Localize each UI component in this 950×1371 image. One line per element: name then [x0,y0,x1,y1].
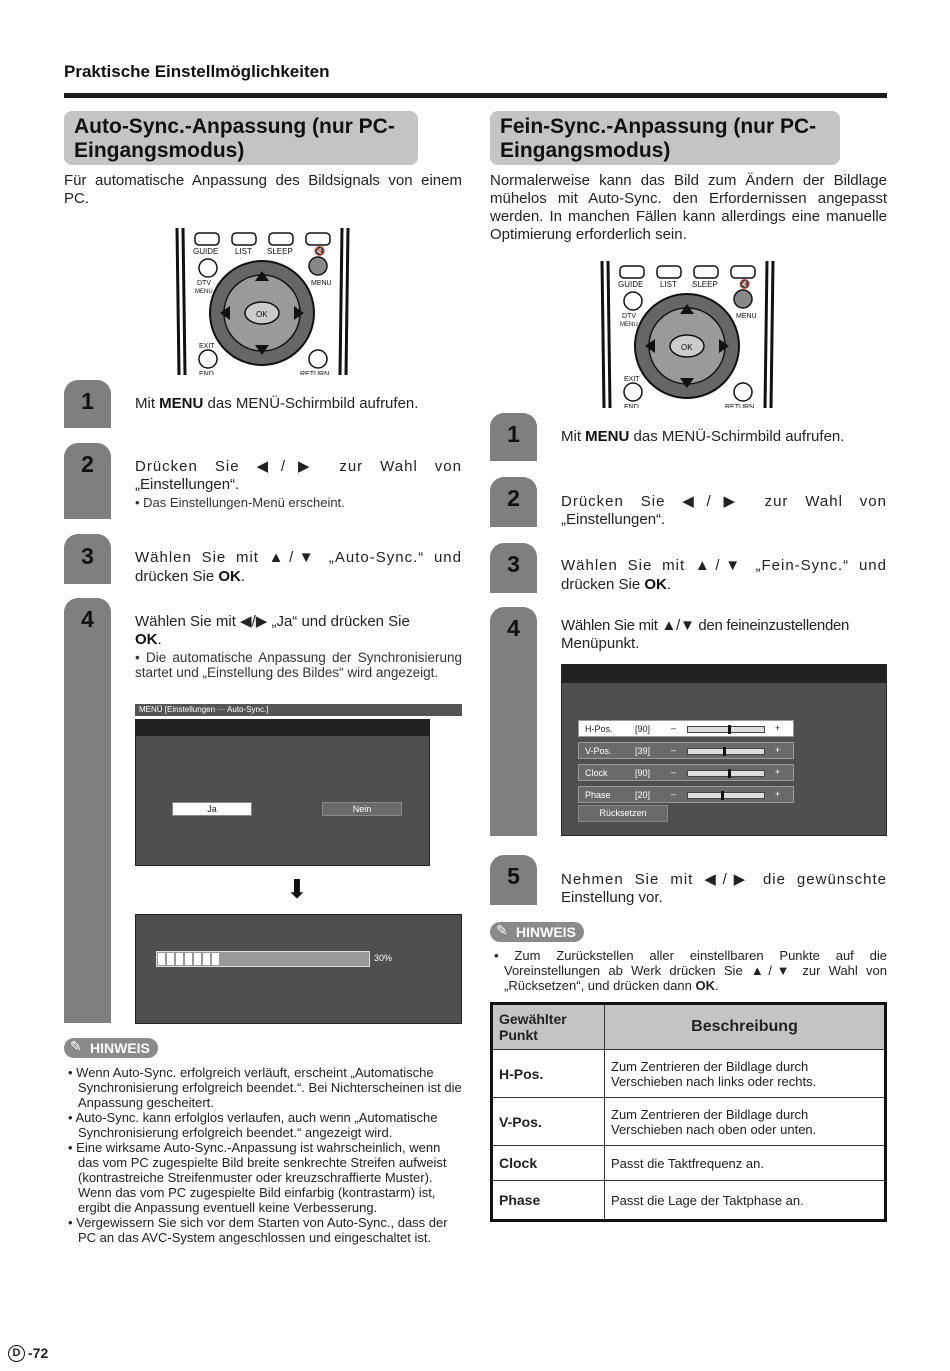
slider-value: [90] [635,768,651,778]
svg-text:RETURN: RETURN [725,404,755,408]
note-item: • Vergewissern Sie sich vor dem Starten von Auto-Sync., dass der PC an das AVC-System angeschlossen und eingeschaltet ist. [68,1215,448,1245]
step-4-line1: Wählen Sie mit ◀/▶ „Ja“ und drücken Sie [135,613,410,630]
right-title-line2: Eingangsmodus) [500,139,671,162]
slider-label: V-Pos. [585,746,612,756]
table-header: Beschreibung [605,1004,886,1050]
svg-text:OK: OK [256,310,268,319]
finesync-screen [561,664,887,836]
minus-icon[interactable]: – [671,745,677,755]
slider-knob[interactable] [728,725,731,734]
table-row: Clock Passt die Taktfrequenz an. [492,1146,886,1181]
step-2-bullet: • Das Einstellungen-Menü erscheint. [135,495,345,510]
down-arrow-icon: ⬇ [286,874,308,904]
slider-list [578,720,794,808]
slider-track[interactable] [687,726,765,733]
slider-value: [90] [635,724,651,734]
plus-icon[interactable]: + [775,723,781,733]
step-number: 5 [507,863,520,889]
slider-knob[interactable] [721,791,724,800]
paperclip-icon: ✎ [496,922,508,938]
reset-button[interactable]: Rücksetzen [578,805,668,822]
section-header: Praktische Einstellmöglichkeiten [64,62,330,81]
step-number: 4 [81,606,94,632]
svg-text:EXIT: EXIT [624,376,640,383]
svg-text:SLEEP: SLEEP [692,280,718,289]
svg-text:EXIT: EXIT [199,343,215,350]
progress-segment [167,953,174,965]
step-3-line1: Wählen Sie mit ▲/▼ „Auto-Sync.“ und [135,549,462,566]
svg-text:LIST: LIST [660,280,677,289]
slider-track[interactable] [687,770,765,777]
progress-segment [194,953,201,965]
remote-sleep-label: SLEEP [267,247,293,256]
left-hinweis: ✎ HINWEIS [64,1038,158,1058]
slider-row-vpos[interactable] [578,742,794,759]
progress-segment [212,953,219,965]
r-step-4-line2: Menüpunkt. [561,635,640,652]
svg-text:RETURN: RETURN [300,371,330,375]
left-title [64,111,418,165]
description-table [490,1002,887,1222]
svg-text:MENU: MENU [620,322,638,328]
plus-icon[interactable]: + [775,745,781,755]
right-intro: Normalerweise kann das Bild zum Ändern der Bildlage mühelos mit Auto-Sync. den Erfordernissen angepasst werden. In manchen Fällen kann allerdings eine manuelle Optimierung erforderlich sein. [490,172,887,243]
progress-segment [185,953,192,965]
r-step-5-line1: Nehmen Sie mit ◀/▶ die gewünschte [561,871,887,888]
r-step-1-text: Mit MENU das MENÜ-Schirmbild aufrufen. [561,428,845,445]
step-1-text: Mit MENU das MENÜ-Schirmbild aufrufen. [135,395,419,412]
left-notes [64,1065,462,1245]
svg-text:MENU: MENU [311,280,332,287]
page-number: -72 [28,1345,49,1361]
progress-segment [203,953,210,965]
progress-fill [158,953,219,965]
step-3-line2: drücken Sie OK. [135,568,246,585]
svg-text:OK: OK [681,343,693,352]
progress-bar [156,951,370,967]
minus-icon[interactable]: – [671,767,677,777]
header-rule [64,93,887,98]
progress-segment [158,953,165,965]
svg-text:MENU: MENU [736,313,757,320]
progress-segment [176,953,183,965]
svg-text:END: END [624,404,639,408]
r-step-5-line2: Einstellung vor. [561,889,663,906]
paperclip-icon: ✎ [70,1038,82,1054]
step-4-line2: OK. [135,631,162,648]
slider-value: [20] [635,790,651,800]
step-4-bullet: • Die automatische Anpassung der Synchronisierung startet und „Einstellung des Bildes“ wird angezeigt. [135,650,462,680]
r-step-2-line1: Drücken Sie ◀/▶ zur Wahl von [561,493,887,510]
remote-guide-label: GUIDE [193,247,219,256]
svg-text:GUIDE: GUIDE [618,280,644,289]
step-number: 1 [81,388,94,414]
plus-icon[interactable]: + [775,767,781,777]
table-row: H-Pos. Zum Zentrieren der Bildlage durch Verschieben nach links oder rechts. [492,1050,886,1098]
step-number: 2 [507,485,520,511]
minus-icon[interactable]: – [671,789,677,799]
note-item: • Auto-Sync. kann erfolglos verlaufen, auch wenn „Automatische Synchronisierung erfolgreich beendet.“ angezeigt wird. [68,1110,438,1140]
no-button[interactable]: Nein [322,802,402,816]
step-2-line1: Drücken Sie ◀/▶ zur Wahl von [135,458,462,475]
note-item: • Wenn Auto-Sync. erfolgreich verläuft, erscheint „Automatische Synchronisierung erfolgreich beendet.“. Bei Nichterscheinen ist die Anpassung gescheitert. [68,1065,462,1110]
mute-icon: 🔇 [739,279,751,289]
step-number: 3 [81,543,94,569]
slider-knob[interactable] [723,747,726,756]
r-step-4-line1: Wählen Sie mit ▲/▼ den feineinzustellenden [561,617,850,634]
slider-row-hpos[interactable] [578,720,794,737]
svg-text:MENU: MENU [195,289,213,295]
step-number: 2 [81,451,94,477]
slider-track[interactable] [687,792,765,799]
menu-bar: MENÜ [Einstellungen ··· Auto-Sync.] [135,704,462,716]
progress-label: 30% [374,953,393,963]
right-note: • Zum Zurückstellen aller einstellbaren Punkte auf die Voreinstellungen ab Werk drücken Sie ▲/▼ zur Wahl von „Rücksetzen“, und drücken dann OK. [494,948,887,993]
right-title [490,111,840,165]
step-number: 4 [507,615,520,641]
slider-track[interactable] [687,748,765,755]
svg-text:END: END [199,371,214,375]
slider-knob[interactable] [728,769,731,778]
r-step-3-line1: Wählen Sie mit ▲/▼ „Fein-Sync.“ und [561,557,887,574]
slider-row-phase[interactable] [578,786,794,803]
step-tab-4 [64,598,111,1023]
left-title-line2: Eingangsmodus) [74,139,245,162]
table-row: V-Pos. Zum Zentrieren der Bildlage durch Verschieben nach oben oder unten. [492,1098,886,1146]
plus-icon[interactable]: + [775,789,781,799]
yes-button[interactable]: Ja [172,802,252,816]
left-title-line1: Auto-Sync.-Anpassung (nur PC- [74,115,395,138]
svg-text:DTV: DTV [622,313,636,320]
table-header: Gewählter Punkt [492,1004,605,1050]
remote-list-label: LIST [235,247,252,256]
step-number: 3 [507,551,520,577]
remote-illustration [600,261,775,408]
right-title-line1: Fein-Sync.-Anpassung (nur PC- [500,115,817,138]
progress-screen [135,914,462,1024]
r-step-3-line2: drücken Sie OK. [561,576,672,593]
note-item: • Eine wirksame Auto-Sync.-Anpassung ist wahrscheinlich, wenn das vom PC zugespielte Bild breite senkrechte Streifen aufweist (kontrastreiche Streifenmuster oder kreuzschraffierte Muster). Wenn das vom PC zugespielte Bild einfarbig (kontrastarm) ist, ergibt die Anpassung eventuell keine Verbesserung. [68,1140,447,1215]
slider-label: H-Pos. [585,724,613,734]
region-badge: D [8,1345,25,1362]
slider-label: Clock [585,768,608,778]
step-2-line2: „Einstellungen“. [135,476,240,493]
left-intro: Für automatische Anpassung des Bildsignals von einem PC. [64,172,462,207]
slider-label: Phase [585,790,611,800]
svg-text:DTV: DTV [197,280,211,287]
mute-icon: 🔇 [314,246,326,256]
minus-icon[interactable]: – [671,723,677,733]
slider-value: [39] [635,746,651,756]
r-step-2-line2: „Einstellungen“. [561,511,666,528]
autosync-screen [135,719,430,866]
remote-illustration [175,228,350,375]
table-row: Phase Passt die Lage der Taktphase an. [492,1181,886,1221]
slider-row-clock[interactable] [578,764,794,781]
right-hinweis: ✎ HINWEIS [490,922,584,942]
step-number: 1 [507,421,520,447]
